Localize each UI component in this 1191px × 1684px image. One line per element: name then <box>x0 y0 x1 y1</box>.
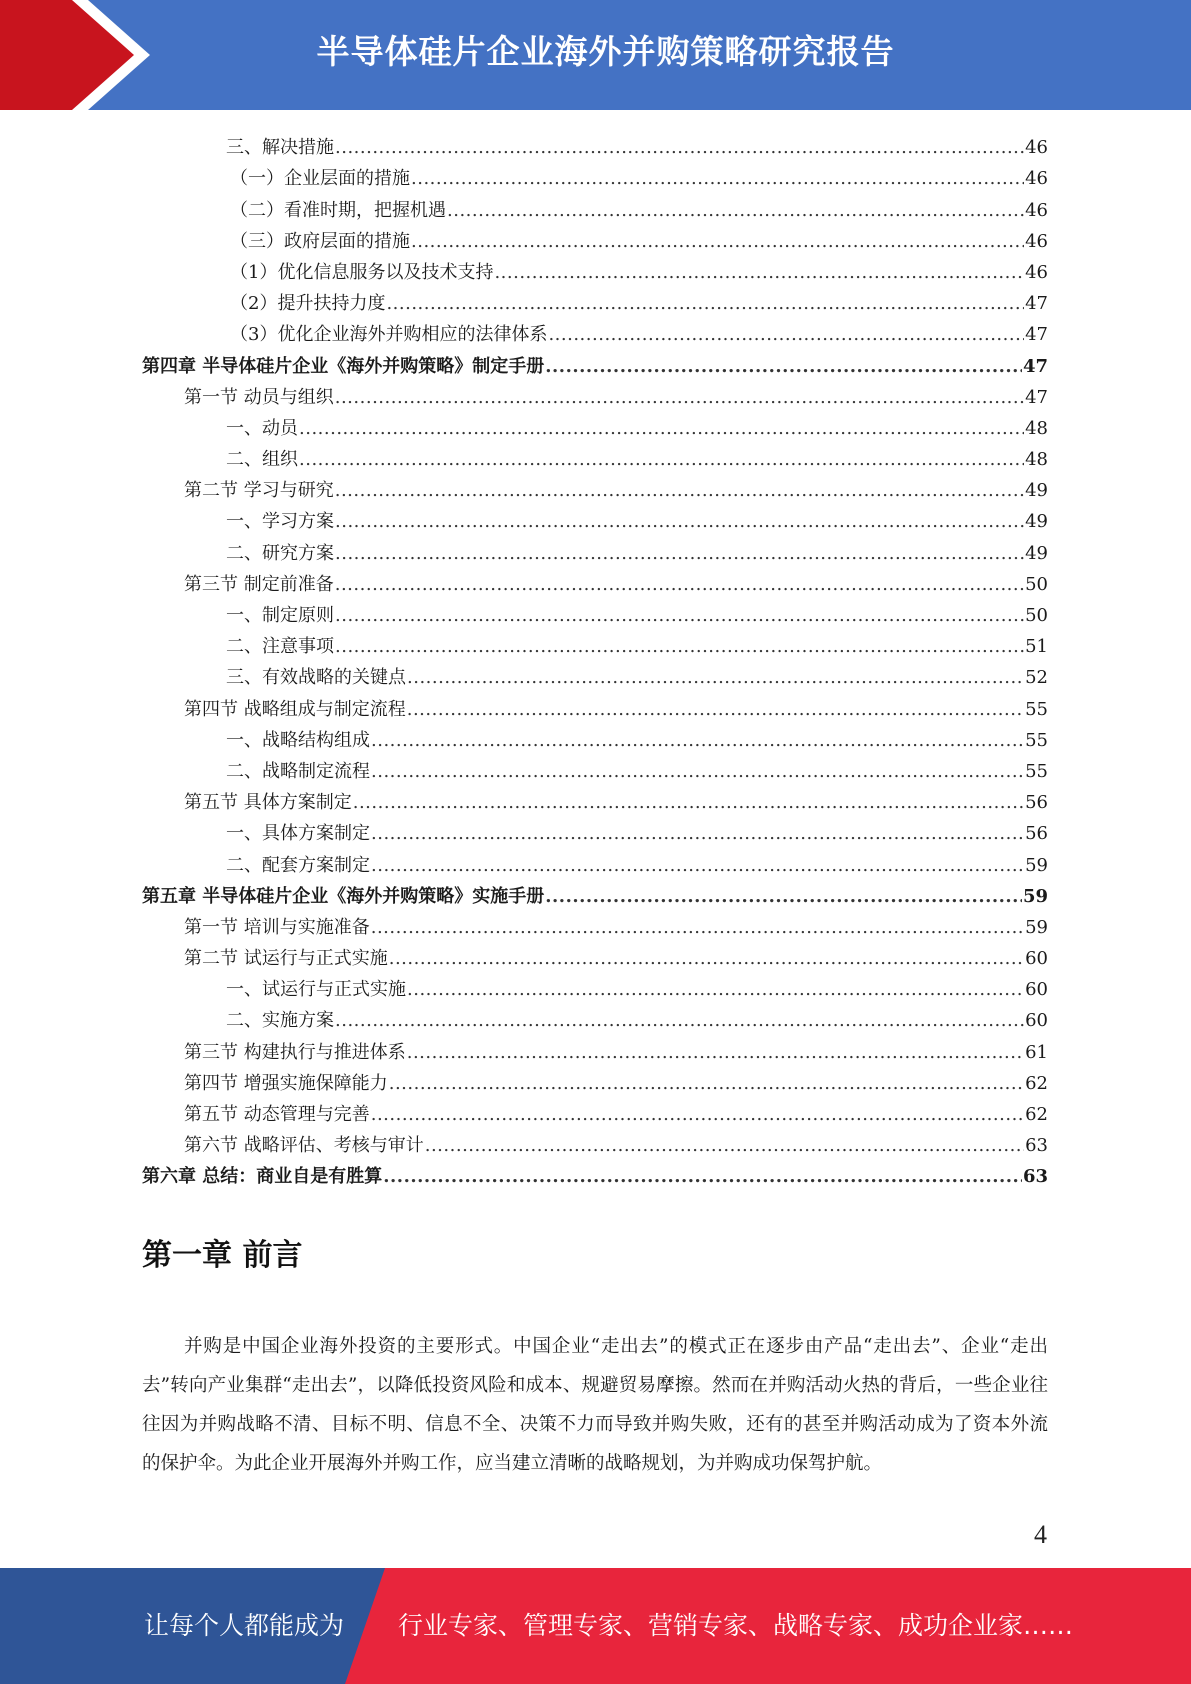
toc-dot-leader <box>411 231 1024 253</box>
toc-dot-leader <box>447 200 1024 222</box>
toc-entry[interactable] <box>142 253 1048 284</box>
toc-dot-leader <box>407 979 1024 1001</box>
toc-entry-label: （三）政府层面的措施 <box>230 230 410 252</box>
toc-entry-page: 56 <box>1025 792 1048 814</box>
toc-dot-leader <box>335 1010 1024 1032</box>
toc-entry[interactable] <box>142 814 1048 845</box>
toc-entry[interactable] <box>142 128 1048 159</box>
toc-dot-leader <box>407 1042 1024 1064</box>
toc-dot-leader <box>371 823 1024 845</box>
toc-dot-leader <box>335 137 1024 159</box>
toc-entry[interactable] <box>142 752 1048 783</box>
report-title: 半导体硅片企业海外并购策略研究报告 <box>316 32 895 71</box>
toc-entry-label: 第一节 培训与实施准备 <box>184 916 370 938</box>
toc-dot-leader <box>371 1104 1024 1126</box>
footer-slogan-left: 让每个人都能成为 <box>144 1611 345 1640</box>
toc-entry-label: 一、制定原则 <box>226 605 334 626</box>
toc-entry-page: 60 <box>1025 1010 1048 1032</box>
toc-dot-leader <box>545 356 1022 378</box>
toc-entry-label: 第二节 试运行与正式实施 <box>184 948 388 970</box>
toc-dot-leader <box>548 324 1024 346</box>
toc-entry-label: 第五节 具体方案制定 <box>184 792 352 814</box>
toc-entry-label: 一、战略结构组成 <box>226 729 370 751</box>
toc-entry-label: （一）企业层面的措施 <box>230 168 410 190</box>
toc-entry-page: 56 <box>1025 823 1048 845</box>
toc-entry[interactable] <box>142 908 1048 939</box>
toc-dot-leader <box>494 262 1024 284</box>
toc-dot-leader <box>299 449 1024 471</box>
toc-entry-page: 46 <box>1025 137 1048 159</box>
table-of-contents <box>142 128 1048 1188</box>
toc-entry-page: 46 <box>1025 261 1048 283</box>
toc-entry-label: 第三节 构建执行与推进体系 <box>184 1041 406 1063</box>
toc-entry[interactable] <box>142 471 1048 502</box>
toc-entry-label: 一、具体方案制定 <box>226 823 370 845</box>
toc-entry-page: 47 <box>1025 324 1048 346</box>
toc-entry[interactable] <box>142 533 1048 564</box>
toc-entry-page: 60 <box>1025 948 1048 970</box>
toc-dot-leader <box>371 855 1024 877</box>
toc-entry[interactable] <box>142 346 1048 377</box>
toc-dot-leader <box>335 511 1024 533</box>
page-header <box>0 0 1191 110</box>
toc-entry-page: 51 <box>1025 636 1048 658</box>
toc-entry[interactable] <box>142 159 1048 190</box>
toc-entry-label: 一、试运行与正式实施 <box>226 979 406 1001</box>
toc-entry-label: 第三节 制定前准备 <box>184 573 334 595</box>
toc-entry-page: 62 <box>1025 1072 1048 1094</box>
toc-dot-leader <box>425 1135 1024 1157</box>
toc-entry-label: 第六章 总结：商业自是有胜算 <box>142 1166 383 1188</box>
toc-entry[interactable] <box>142 658 1048 689</box>
toc-entry-page: 48 <box>1025 449 1048 471</box>
toc-entry[interactable] <box>142 845 1048 876</box>
toc-entry-page: 61 <box>1025 1041 1048 1063</box>
toc-entry-label: 二、战略制定流程 <box>226 760 370 782</box>
toc-entry[interactable] <box>142 1157 1048 1188</box>
toc-entry-page: 47 <box>1022 355 1048 377</box>
toc-entry-page: 63 <box>1025 1135 1048 1157</box>
toc-entry-page: 46 <box>1025 168 1048 190</box>
toc-entry-page: 59 <box>1025 854 1048 876</box>
toc-entry-page: 55 <box>1025 760 1048 782</box>
toc-dot-leader <box>371 917 1024 939</box>
toc-dot-leader <box>411 168 1024 190</box>
toc-entry-page: 59 <box>1022 885 1048 907</box>
toc-entry-page: 47 <box>1025 293 1048 315</box>
toc-entry[interactable] <box>142 783 1048 814</box>
toc-entry-label: 第五节 动态管理与完善 <box>184 1104 370 1125</box>
toc-entry-label: 二、注意事项 <box>226 636 334 658</box>
toc-entry-label: 二、配套方案制定 <box>226 854 370 876</box>
toc-entry[interactable] <box>142 190 1048 221</box>
toc-entry[interactable] <box>142 721 1048 752</box>
toc-entry-page: 55 <box>1025 729 1048 751</box>
toc-entry[interactable] <box>142 440 1048 471</box>
toc-entry-label: （二）看准时期，把握机遇 <box>230 199 446 221</box>
toc-dot-leader <box>335 387 1024 409</box>
toc-entry-page: 50 <box>1025 573 1048 595</box>
toc-entry[interactable] <box>142 689 1048 720</box>
toc-entry-page: 47 <box>1025 386 1048 408</box>
toc-entry-page: 63 <box>1022 1166 1048 1188</box>
toc-entry-label: 第一节 动员与组织 <box>184 386 334 408</box>
toc-dot-leader <box>545 886 1022 908</box>
toc-entry[interactable] <box>142 970 1048 1001</box>
toc-entry-label: 第五章 半导体硅片企业《海外并购策略》实施手册 <box>142 885 545 907</box>
toc-entry-label: 第四章 半导体硅片企业《海外并购策略》制定手册 <box>142 355 545 377</box>
toc-entry-label: 二、组织 <box>226 449 298 471</box>
chapter-heading: 第一章 前言 <box>142 1238 303 1273</box>
toc-entry-page: 49 <box>1025 480 1048 502</box>
toc-entry-page: 48 <box>1025 417 1048 439</box>
toc-dot-leader <box>353 792 1024 814</box>
toc-entry[interactable] <box>142 1095 1048 1126</box>
toc-entry-page: 46 <box>1025 230 1048 252</box>
toc-entry-label: 二、研究方案 <box>226 542 334 564</box>
toc-dot-leader <box>383 1166 1022 1188</box>
toc-entry[interactable] <box>142 939 1048 970</box>
toc-entry[interactable] <box>142 315 1048 346</box>
toc-dot-leader <box>335 480 1024 502</box>
toc-entry-label: （1）优化信息服务以及技术支持 <box>230 261 494 283</box>
toc-entry-page: 46 <box>1025 199 1048 221</box>
toc-dot-leader <box>407 667 1024 689</box>
toc-entry[interactable] <box>142 1126 1048 1157</box>
toc-dot-leader <box>389 1073 1024 1095</box>
toc-entry-label: （3）优化企业海外并购相应的法律体系 <box>230 324 548 346</box>
toc-entry[interactable] <box>142 1064 1048 1095</box>
toc-entry[interactable] <box>142 222 1048 253</box>
toc-dot-leader <box>335 543 1024 565</box>
toc-entry-label: 二、实施方案 <box>226 1010 334 1032</box>
toc-entry-label: 第四节 增强实施保障能力 <box>184 1072 388 1094</box>
toc-entry[interactable] <box>142 596 1048 627</box>
toc-dot-leader <box>407 699 1024 721</box>
toc-entry-label: 第二节 学习与研究 <box>184 480 334 502</box>
toc-entry-page: 52 <box>1025 667 1048 689</box>
toc-entry[interactable] <box>142 565 1048 596</box>
toc-dot-leader <box>335 605 1024 627</box>
toc-dot-leader <box>386 293 1024 315</box>
toc-dot-leader <box>299 418 1024 440</box>
toc-entry-label: 第四节 战略组成与制定流程 <box>184 698 406 720</box>
body-paragraph: 并购是中国企业海外投资的主要形式。中国企业“走出去”的模式正在逐步由产品“走出去”、企业“走出去”转向产业集群“走出去”，以降低投资风险和成本、规避贸易摩擦。然而在并购活动火热的背后，一些企业往往因为并购战略不清、目标不明、信息不全、决策不力而导致并购失败，还有的甚至并购活动成为了资本外流的保护伞。为此企业开展海外并购工作，应当建立清晰的战略规划，为并购成功保驾护航。 <box>142 1336 1048 1474</box>
page-footer <box>0 1568 1191 1684</box>
toc-entry-page: 50 <box>1025 605 1048 626</box>
toc-entry-page: 60 <box>1025 979 1048 1001</box>
toc-entry-page: 62 <box>1025 1104 1048 1125</box>
toc-entry-label: 一、学习方案 <box>226 511 334 533</box>
toc-entry[interactable] <box>142 409 1048 440</box>
toc-dot-leader <box>389 948 1024 970</box>
toc-entry[interactable] <box>142 502 1048 533</box>
toc-entry-page: 59 <box>1025 916 1048 938</box>
toc-entry-label: 三、有效战略的关键点 <box>226 667 406 689</box>
page-number: 4 <box>1034 1520 1047 1549</box>
toc-dot-leader <box>335 636 1024 658</box>
toc-entry[interactable] <box>142 627 1048 658</box>
toc-entry[interactable] <box>142 1001 1048 1032</box>
toc-entry-label: 一、动员 <box>226 417 298 439</box>
footer-slogan-right: 行业专家、管理专家、营销专家、战略专家、成功企业家…… <box>398 1611 1074 1640</box>
toc-entry[interactable] <box>142 1032 1048 1063</box>
toc-dot-leader <box>335 574 1024 596</box>
toc-entry-label: 三、解决措施 <box>226 137 334 159</box>
toc-dot-leader <box>371 730 1024 752</box>
toc-dot-leader <box>371 761 1024 783</box>
toc-entry[interactable] <box>142 877 1048 908</box>
toc-entry-page: 55 <box>1025 698 1048 720</box>
toc-entry[interactable] <box>142 378 1048 409</box>
toc-entry-label: 第六节 战略评估、考核与审计 <box>184 1135 424 1157</box>
toc-entry-page: 49 <box>1025 542 1048 564</box>
toc-entry-label: （2）提升扶持力度 <box>230 293 386 315</box>
toc-entry-page: 49 <box>1025 511 1048 533</box>
toc-entry[interactable] <box>142 284 1048 315</box>
